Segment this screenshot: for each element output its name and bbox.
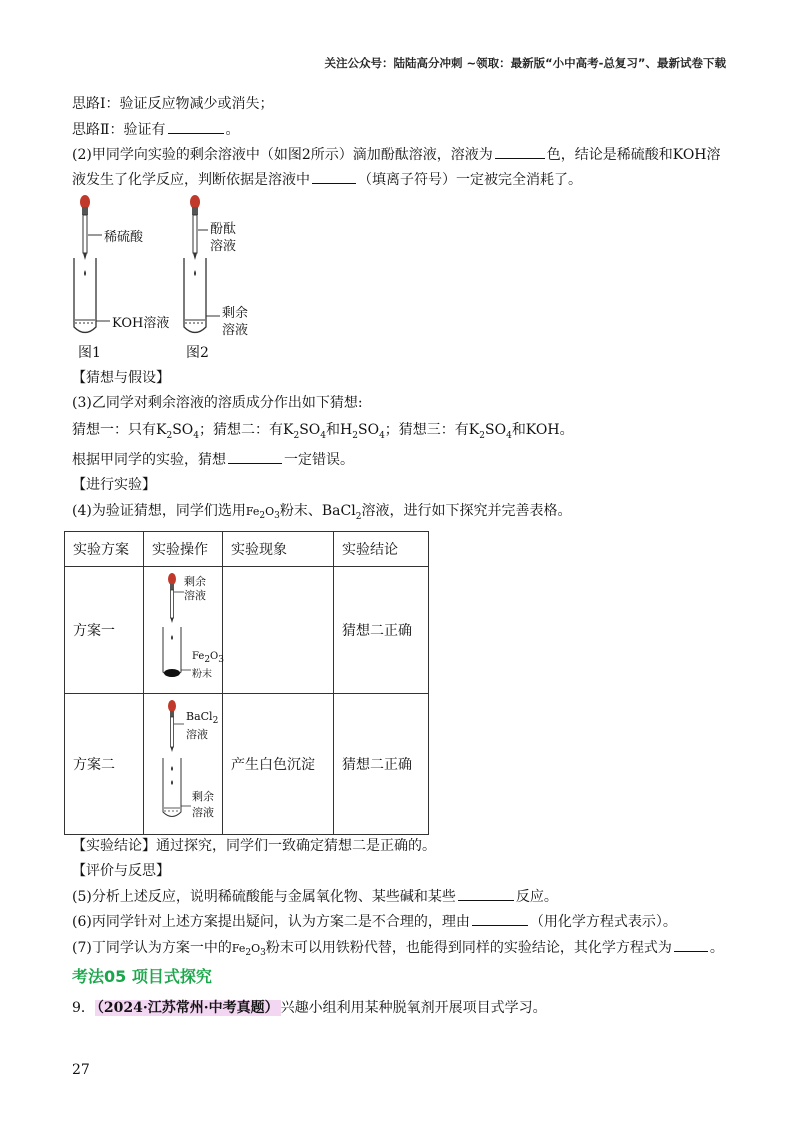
- test-tube-icon: [163, 627, 181, 677]
- experiment-conclusion: 【实验结论】通过探究，同学们一致确定猜想二是正确的。: [72, 838, 436, 854]
- page-header: 关注公众号：陆陆高分冲刺 ~领取：最新版“小中高考-总复习”、最新试卷下载: [324, 56, 726, 70]
- question-6: (6)丙同学针对上述方案提出疑问，认为方案二是不合理的，理由 （用化学方程式表示）。: [72, 911, 677, 932]
- test-tube-icon: [184, 258, 206, 333]
- page-number: 27: [72, 1062, 90, 1078]
- figure-2-dropper-label-2: 溶液: [210, 239, 237, 254]
- question-5: (5)分析上述反应，说明稀硫酸能与金属氧化物、某些碱和某些 反应。: [72, 886, 558, 907]
- test-tube-icon: [163, 758, 181, 817]
- dropper-label: 溶液: [186, 728, 208, 741]
- guesses: 猜想一：只有$K_2SO_4$；猜想二：有$K_2SO_4$和$H_2SO_4$；猜想三：有$K_2SO_4$和KOH。: [72, 422, 574, 441]
- table-header: 实验操作: [144, 532, 223, 567]
- figure-2-tube-label-1: 剩余: [222, 306, 249, 321]
- table-header: 实验结论: [334, 532, 429, 567]
- evaluation-heading: 【评价与反思】: [72, 863, 170, 879]
- formula-bacl2: BaCl$_2$: [321, 503, 362, 522]
- plan-cell: 方案二: [65, 694, 144, 835]
- figure-1-caption: 图1: [78, 345, 101, 361]
- judgement: 根据甲同学的实验，猜想 一定错误。: [72, 449, 354, 470]
- conclusion-cell: 猜想二正确: [334, 567, 429, 694]
- section-title: 考法05 项目式探究: [72, 967, 212, 986]
- source-tag: （2024·江苏常州·中考真题）: [96, 1000, 279, 1016]
- phenomenon-cell: [223, 567, 334, 694]
- experiment-heading: 【进行实验】: [72, 477, 156, 493]
- plan-cell: 方案一: [65, 567, 144, 694]
- figure-2-caption: 图2: [186, 345, 209, 361]
- formula-k2so4: $K_2SO_4$: [156, 422, 200, 441]
- dropper-icon: [168, 700, 176, 752]
- question-2: (2)甲同学向实验的剩余溶液中（如图2所示）滴加酚酞溶液，溶液为 色，结论是稀硫酸和KOH溶: [72, 144, 721, 165]
- dropper-icon: [190, 195, 200, 260]
- figure-2-dropper-label-1: 酚酞: [210, 222, 237, 237]
- operation-cell: [144, 694, 223, 835]
- figure-2-tube-label-2: 溶液: [222, 323, 249, 338]
- tube-label: 粉末: [192, 669, 212, 680]
- question-4: (4)为验证猜想，同学们选用$Fe_2O_3$粉末、BaCl$_2$溶液，进行如下探究并完善表格。: [72, 503, 572, 522]
- tube-label: 溶液: [192, 806, 214, 819]
- figure-1-dropper-label: 稀硫酸: [104, 230, 144, 245]
- table-header-row: [65, 532, 429, 567]
- test-tube-icon: [74, 258, 96, 333]
- dropper-label: 剩余: [184, 575, 206, 588]
- question-7: (7)丁同学认为方案一中的$Fe_2O_3$粉末可以用铁粉代替，也能得到同样的实验结论，其化学方程式为 。: [72, 937, 724, 963]
- tube-label: 剩余: [192, 790, 214, 803]
- formula-h2so4: $H_2SO_4$: [340, 422, 385, 441]
- operation-cell: [144, 567, 223, 694]
- table-row: [65, 567, 429, 694]
- table-row: [65, 694, 429, 835]
- question-3: (3)乙同学对剩余溶液的溶质成分作出如下猜想:: [72, 395, 363, 411]
- figure-1-tube-label: KOH溶液: [112, 316, 170, 331]
- dropper-icon: [168, 573, 176, 623]
- experiment-table: [64, 531, 429, 835]
- guess-heading: 【猜想与假设】: [72, 370, 170, 386]
- idea-2: 思路Ⅱ：验证有 。: [72, 119, 240, 140]
- idea-1: 思路Ⅰ：验证反应物减少或消失；: [72, 96, 274, 112]
- table-header: 实验方案: [65, 532, 144, 567]
- dropper-label: BaCl$_2$: [186, 710, 219, 727]
- question-2-cont: 液发生了化学反应，判断依据是溶液中 （填离子符号）一定被完全消耗了。: [72, 169, 582, 190]
- dropper-icon: [80, 195, 90, 260]
- figure-1-2: [66, 190, 286, 360]
- phenomenon-cell: 产生白色沉淀: [223, 694, 334, 835]
- tube-label: $Fe_2O_3$: [192, 651, 224, 665]
- question-9: 9． （2024·江苏常州·中考真题） 兴趣小组利用某种脱氧剂开展项目式学习。: [72, 1000, 547, 1016]
- dropper-label: 溶液: [184, 589, 206, 602]
- table-header: 实验现象: [223, 532, 334, 567]
- conclusion-cell: 猜想二正确: [334, 694, 429, 835]
- formula-fe2o3: $Fe_2O_3$: [245, 505, 280, 522]
